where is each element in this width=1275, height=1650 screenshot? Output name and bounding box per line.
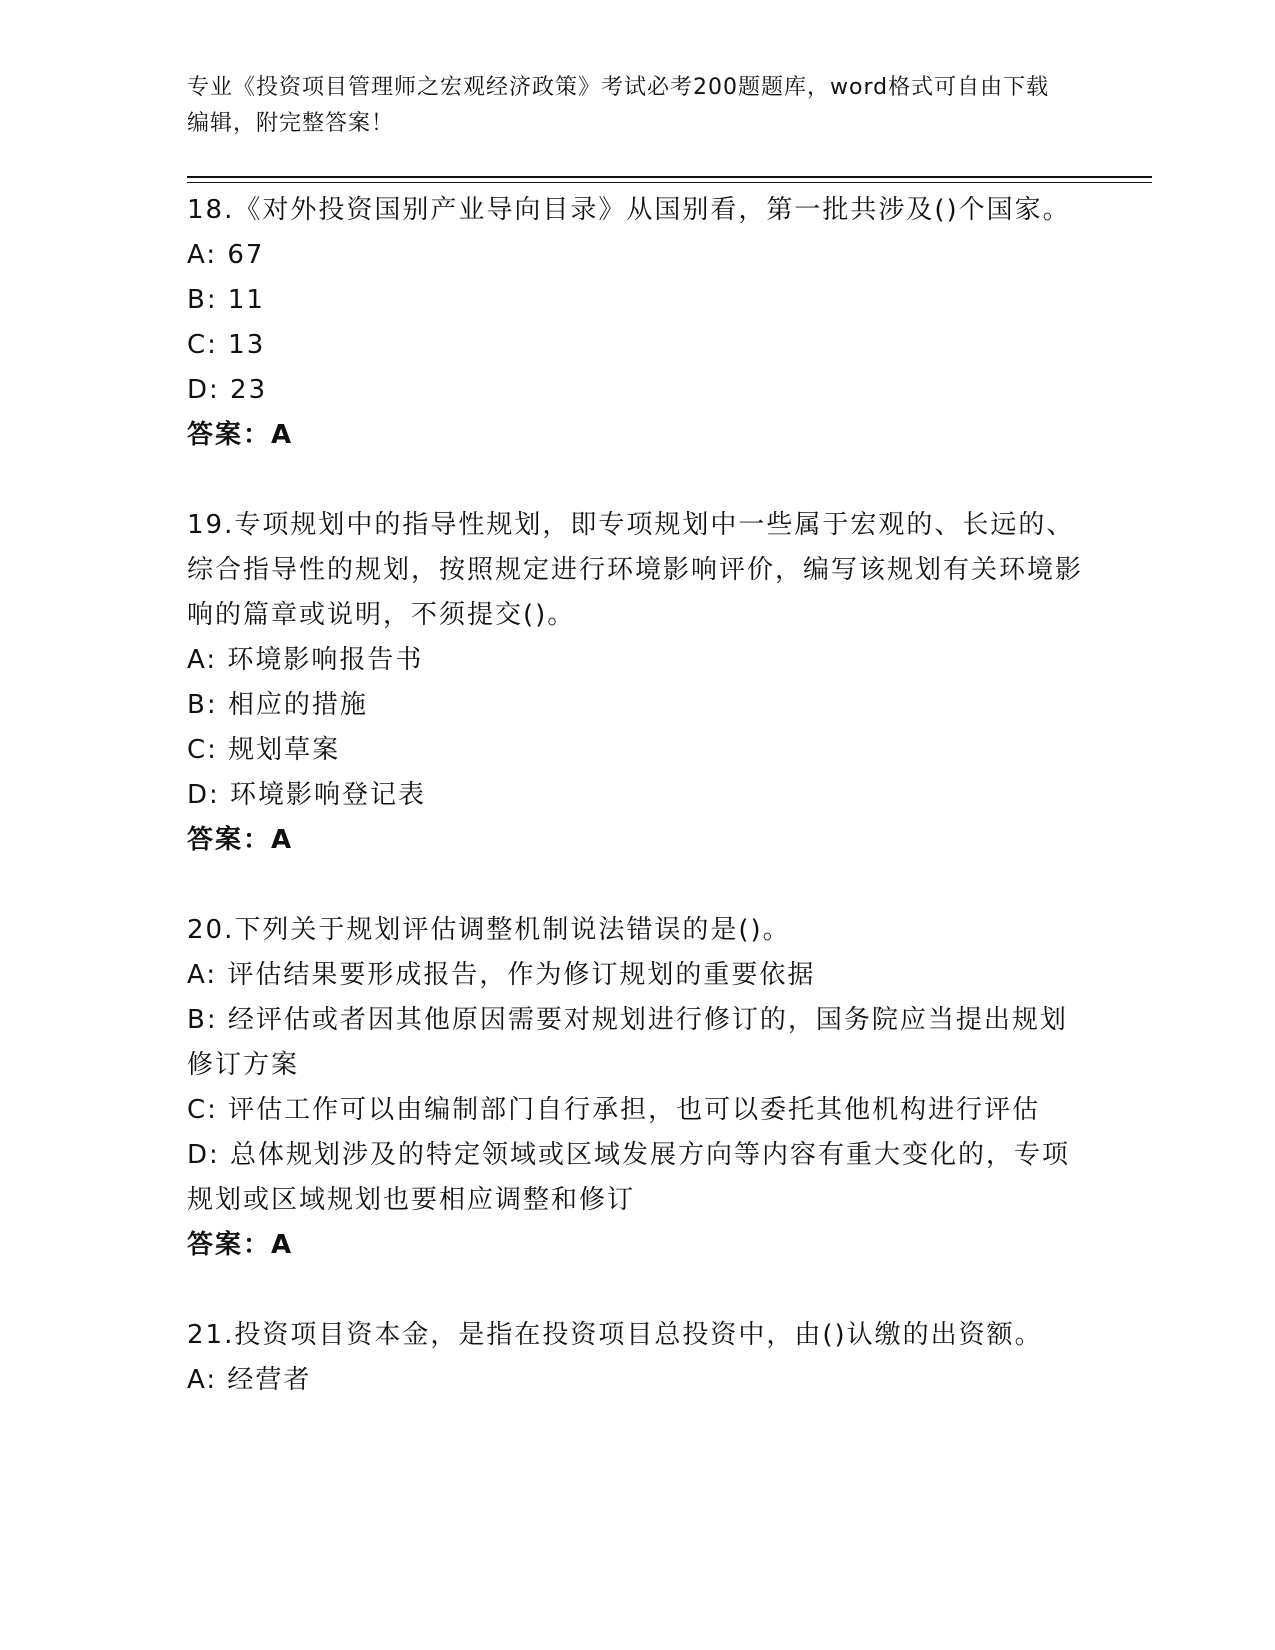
question-stem: 21.投资项目资本金，是指在投资项目总投资中，由()认缴的出资额。 <box>187 1320 1043 1350</box>
question-stem: 19.专项规划中的指导性规划，即专项规划中一些属于宏观的、长远的、综合指导性的规划，按照规定进行环境影响评价，编写该规划有关环境影响的篇章或说明，不须提交()。 <box>187 510 1084 630</box>
option-a: A: 67 <box>187 240 265 270</box>
question-stem: 20.下列关于规划评估调整机制说法错误的是()。 <box>187 915 791 945</box>
answer: 答案：A <box>187 420 294 450</box>
question-20 <box>187 908 1087 1268</box>
option-c: C: 评估工作可以由编制部门自行承担，也可以委托其他机构进行评估 <box>187 1095 1041 1125</box>
option-c: C: 规划草案 <box>187 735 341 765</box>
option-d: D: 23 <box>187 375 268 405</box>
option-d: D: 总体规划涉及的特定领域或区域发展方向等内容有重大变化的，专项规划或区域规划也要相应调整和修订 <box>187 1140 1071 1215</box>
header-divider-thin <box>187 182 1152 183</box>
option-a: A: 评估结果要形成报告，作为修订规划的重要依据 <box>187 960 816 990</box>
option-b: B: 11 <box>187 285 265 315</box>
option-c: C: 13 <box>187 330 266 360</box>
answer: 答案：A <box>187 825 294 855</box>
document-header: 专业《投资项目管理师之宏观经济政策》考试必考200题题库，word格式可自由下载编辑，附完整答案！ <box>187 75 1050 136</box>
option-a: A: 环境影响报告书 <box>187 645 424 675</box>
option-b: B: 经评估或者因其他原因需要对规划进行修订的，国务院应当提出规划修订方案 <box>187 1005 1068 1080</box>
question-21 <box>187 1313 1087 1403</box>
option-b: B: 相应的措施 <box>187 690 368 720</box>
answer: 答案：A <box>187 1230 294 1260</box>
option-a: A: 经营者 <box>187 1365 312 1395</box>
question-19 <box>187 503 1087 863</box>
question-stem: 18.《对外投资国别产业导向目录》从国别看，第一批共涉及()个国家。 <box>187 195 1071 225</box>
header-divider-thick <box>187 176 1152 178</box>
question-list <box>187 188 1087 1403</box>
question-18 <box>187 188 1087 458</box>
option-d: D: 环境影响登记表 <box>187 780 427 810</box>
